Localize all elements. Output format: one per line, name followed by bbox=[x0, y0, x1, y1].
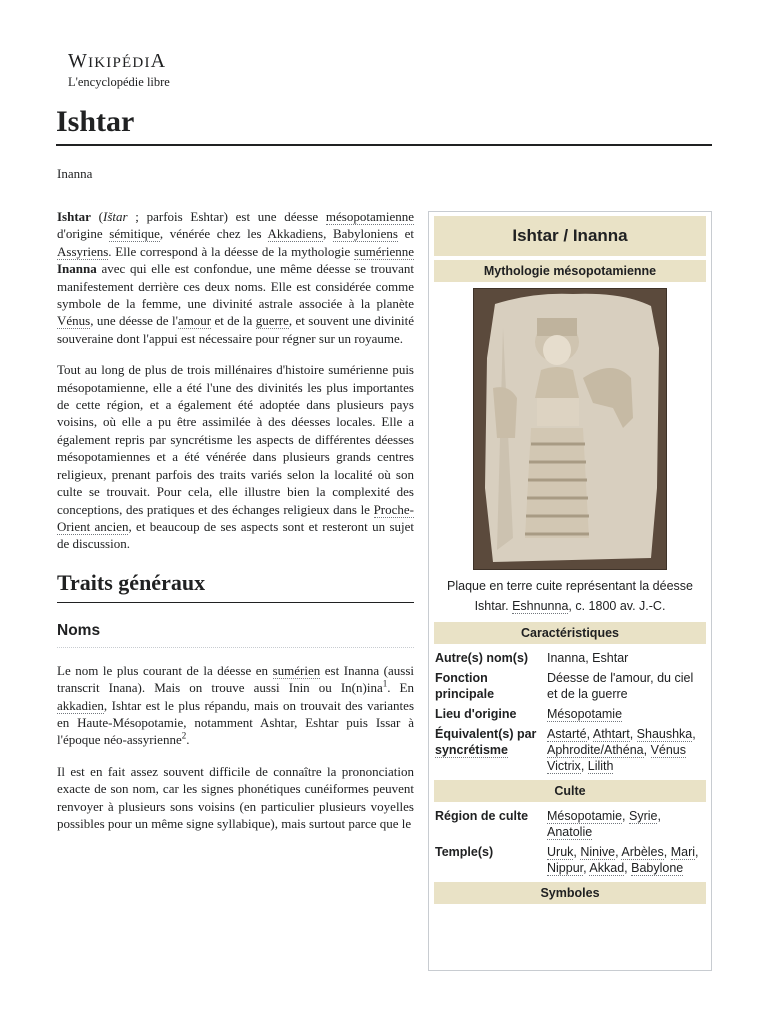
page-title: Ishtar bbox=[56, 105, 135, 138]
link-venus-victrix[interactable]: Vénus Victrix bbox=[547, 743, 687, 773]
link-semitique[interactable]: sémitique bbox=[109, 226, 160, 242]
infobox bbox=[428, 211, 712, 971]
page-subtitle: Inanna bbox=[57, 166, 93, 181]
section-characteristics: Caractéristiques bbox=[434, 622, 706, 644]
title-divider bbox=[56, 144, 712, 146]
link-lilith[interactable]: Lilith bbox=[587, 759, 614, 773]
link-mesopotamie[interactable]: Mésopotamie bbox=[547, 809, 623, 823]
link-uruk[interactable]: Uruk bbox=[547, 845, 574, 859]
intro-paragraph-1: Ishtar (Ištar ; parfois Eshtar) est une déesse mésopotamienne d'origine sémitique, vénérée chez les Akkadiens, Babyloniens et Assyriens. Elle correspond à la déesse de la mythologie sumérienne Inanna avec qui elle est confondue, une même déesse se trouvant manifestement derrière ces deux noms. Elle est considérée comme symbole de la femme, une divinité astrale associée à la planète Vénus, une déesse de l'amour et de la guerre, et souvent une divinité souveraine dont l'appui est nécessaire pour régner sur un royaume. bbox=[57, 209, 415, 346]
intro-paragraph-2: Tout au long de plus de trois millénaires d'histoire sumérienne puis mésopotamienne, elle a été l'une des divinités les plus importantes de cette région, et a également été adoptée dans plusieurs pays voisins, où elle a pu être assimilée à des déesses locales. Elle a également repris par syncrétisme les aspects de différentes déesses mésopotamiennes et a été vénérée dans plusieurs grands centres religieux, prenant parfois des traits variés selon la localité où son culte se trouvait. Pour cela, elle illustre bien la complexité des conceptions, des pratiques et des échanges religieux dans le Proche-Orient ancien, et beaucoup de ses aspects sont et resteront un sujet de discussion. bbox=[57, 362, 414, 552]
section-heading-traits: Traits généraux bbox=[57, 569, 414, 603]
link-amour[interactable]: amour bbox=[177, 313, 212, 329]
link-aphrodite-athena[interactable]: Aphrodite/Athéna bbox=[547, 743, 644, 757]
footnote-2[interactable]: 2 bbox=[181, 731, 187, 742]
link-akkadiens[interactable]: Akkadiens bbox=[267, 226, 324, 242]
link-anatolie[interactable]: Anatolie bbox=[547, 825, 593, 839]
link-eshnunna[interactable]: Eshnunna bbox=[512, 599, 569, 613]
link-nippur[interactable]: Nippur bbox=[547, 861, 584, 875]
link-syncretisme[interactable]: syncrétisme bbox=[435, 743, 508, 757]
link-akkadien[interactable]: akkadien bbox=[57, 697, 104, 713]
link-venus[interactable]: Vénus bbox=[57, 313, 91, 329]
row-equivalents: Équivalent(s) par syncrétisme Astarté, Athtart, Shaushka, Aphrodite/Athéna, Vénus Victrix, Lilith bbox=[435, 727, 696, 773]
row-function: Fonction principale Déesse de l'amour, du ciel et de la guerre bbox=[435, 671, 694, 701]
logo-wordmark: WIKIPÉDIA bbox=[68, 50, 167, 72]
link-babyloniens[interactable]: Babyloniens bbox=[333, 226, 398, 242]
link-guerre[interactable]: guerre bbox=[255, 313, 289, 329]
link-athtart[interactable]: Athtart bbox=[592, 727, 630, 741]
link-mesopotamienne[interactable]: mésopotamienne bbox=[325, 209, 414, 224]
infobox-title: Ishtar / Inanna bbox=[434, 216, 706, 256]
link-assyriens[interactable]: Assyriens bbox=[57, 243, 109, 259]
wikipedia-logo[interactable] bbox=[68, 50, 208, 89]
link-sumerienne[interactable]: sumérienne bbox=[354, 243, 414, 259]
noms-paragraph-2: Il est en fait assez souvent difficile de connaître la prononciation exacte de son nom, car les signes phonétiques cunéiformes peuvent renvoyer à plusieurs sons voisins (en particulier plusieurs voyelles possibles pour un même signe syllabique), mais surtout parce que le bbox=[57, 763, 414, 831]
image-caption: Plaque en terre cuite représentant la déesse Ishtar. Eshnunna, c. 1800 av. J.-C. bbox=[447, 579, 693, 613]
link-mari[interactable]: Mari bbox=[670, 845, 696, 859]
link-mesopotamie-origin[interactable]: Mésopotamie bbox=[547, 707, 623, 721]
row-origin: Lieu d'origine Mésopotamie bbox=[435, 707, 623, 721]
noms-paragraph-1: Le nom le plus courant de la déesse en sumérien est Inanna (aussi transcrit Inana). Mais on trouve aussi Inin ou In(n)ina$^1$. En akkadien, Ishtar est le plus répandu, mais on trouvait des variantes en Haute-Mésopotamie, notamment Ashtar, Eshtar puis Issar à l'époque néo-assyrienne$^2$. bbox=[57, 662, 414, 748]
row-other-names: Autre(s) nom(s) Inanna, Eshtar bbox=[435, 651, 629, 665]
row-temples: Temple(s) Uruk, Ninive, Arbèles, Mari, Nippur, Akkad, Babylone bbox=[435, 845, 699, 875]
logo-tagline: L'encyclopédie libre bbox=[68, 75, 170, 89]
link-syrie[interactable]: Syrie bbox=[629, 809, 658, 823]
subsection-heading-noms: Noms bbox=[57, 621, 414, 648]
ishtar-plaque-image[interactable] bbox=[473, 288, 667, 570]
link-proche-orient-ancien[interactable]: Proche-Orient ancien bbox=[57, 501, 414, 534]
link-akkad[interactable]: Akkad bbox=[589, 861, 625, 875]
link-babylone[interactable]: Babylone bbox=[631, 861, 684, 875]
link-arbeles[interactable]: Arbèles bbox=[621, 845, 664, 859]
section-cult: Culte bbox=[434, 780, 706, 802]
link-sumerien[interactable]: sumérien bbox=[272, 662, 321, 678]
link-astarte[interactable]: Astarté bbox=[547, 727, 587, 741]
link-shaushka[interactable]: Shaushka bbox=[636, 727, 693, 741]
link-ninive[interactable]: Ninive bbox=[580, 845, 616, 859]
row-region: Région de culte Mésopotamie, Syrie, Anatolie bbox=[435, 809, 661, 839]
infobox-subtitle: Mythologie mésopotamienne bbox=[434, 260, 706, 282]
article-body bbox=[57, 208, 414, 846]
footnote-1[interactable]: 1 bbox=[382, 678, 388, 689]
section-symbols: Symboles bbox=[434, 882, 706, 904]
